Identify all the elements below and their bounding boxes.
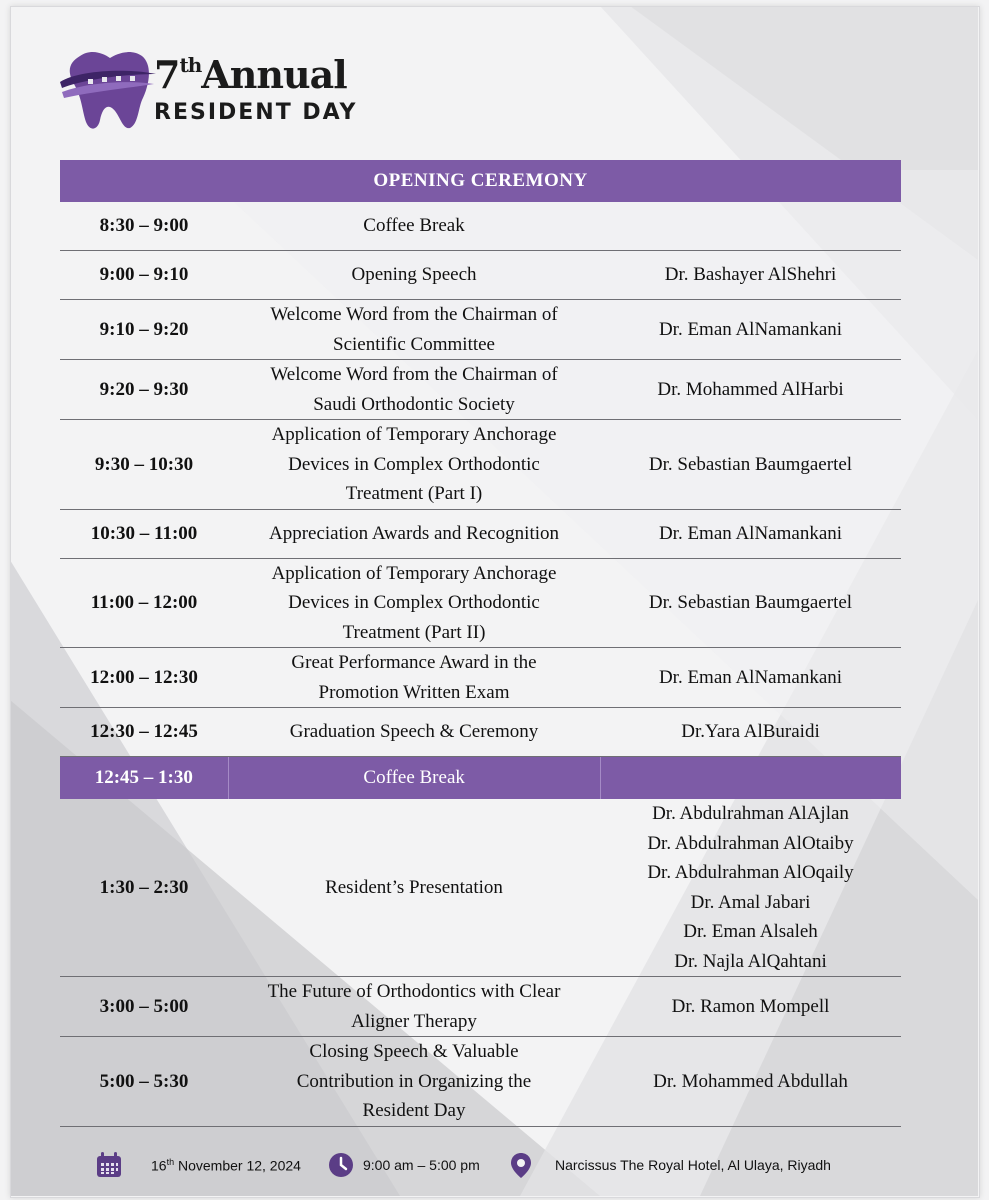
session-title-line: Application of Temporary Anchorage xyxy=(271,562,557,584)
speaker-name: Dr. Mohammed AlHarbi xyxy=(657,378,844,400)
session-title-line: Resident’s Presentation xyxy=(325,876,503,898)
clock-icon xyxy=(327,1151,355,1179)
speaker-name: Dr. Eman AlNamankani xyxy=(658,522,843,544)
session-title-line: Aligner Therapy xyxy=(351,1010,477,1032)
session-title-line: Closing Speech & Valuable xyxy=(309,1041,519,1062)
session-title-line: Treatment (Part I) xyxy=(345,483,483,504)
schedule-row xyxy=(60,648,901,708)
session-title xyxy=(228,251,600,299)
footer-location-text: Narcissus The Royal Hotel, Al Ulaya, Riyadh xyxy=(555,1157,831,1173)
session-title xyxy=(228,510,600,558)
session-title-line: Resident Day xyxy=(362,1100,466,1121)
session-title-line: Welcome Word from the Chairman of xyxy=(270,364,558,385)
speaker-name: Dr. Sebastian Baumgaertel xyxy=(648,592,853,613)
session-speaker xyxy=(600,300,901,359)
speaker-name: Dr.Yara AlBuraidi xyxy=(681,721,820,743)
location-pin-icon xyxy=(507,1151,535,1179)
event-logo xyxy=(58,48,378,132)
session-title xyxy=(228,977,600,1036)
session-title-line: Welcome Word from the Chairman of xyxy=(270,304,558,325)
session-title xyxy=(228,648,600,707)
session-title-line: Contribution in Organizing the xyxy=(296,1070,532,1092)
session-speaker xyxy=(600,708,901,756)
session-title-line: Graduation Speech & Ceremony xyxy=(289,721,539,743)
section-header: OPENING CEREMONY xyxy=(60,160,901,202)
session-time: 12:30 – 12:45 xyxy=(90,721,198,743)
logo-subtitle: RESIDENT DAY xyxy=(154,100,358,125)
speaker-name: Dr. Sebastian Baumgaertel xyxy=(648,453,853,475)
schedule-row xyxy=(60,202,901,251)
session-speaker xyxy=(600,420,901,509)
session-time: 9:20 – 9:30 xyxy=(99,378,189,400)
session-title xyxy=(229,757,601,799)
session-title-line: Appreciation Awards and Recognition xyxy=(268,522,560,544)
schedule-row xyxy=(60,420,901,510)
schedule-row xyxy=(60,708,901,757)
session-title-line: Application of Temporary Anchorage xyxy=(271,424,557,445)
session-time: 1:30 – 2:30 xyxy=(99,876,189,898)
session-time: 9:30 – 10:30 xyxy=(94,453,194,475)
session-title-line: Scientific Committee xyxy=(333,333,495,355)
footer-location xyxy=(507,1140,831,1190)
speaker-name: Dr. Ramon Mompell xyxy=(671,995,830,1017)
speaker-name: Dr. Eman AlNamankani xyxy=(658,666,843,688)
tooth-logo-icon xyxy=(58,48,158,132)
calendar-icon xyxy=(95,1151,123,1179)
session-title xyxy=(228,420,600,509)
session-title xyxy=(228,708,600,756)
session-title-line: Devices in Complex Orthodontic xyxy=(288,592,540,613)
session-time: 9:00 – 9:10 xyxy=(99,264,189,286)
session-speaker xyxy=(600,799,901,976)
footer-time xyxy=(327,1140,480,1190)
session-speaker xyxy=(600,360,901,419)
schedule-row xyxy=(60,799,901,977)
schedule-row xyxy=(60,360,901,420)
session-speaker xyxy=(601,757,901,799)
schedule-table xyxy=(60,160,901,1127)
session-speaker xyxy=(600,1037,901,1126)
session-title-line: Treatment (Part II) xyxy=(342,621,486,643)
session-title xyxy=(228,202,600,250)
footer-date-text: 16th November 12, 2024 xyxy=(151,1156,301,1174)
session-title-line: Promotion Written Exam xyxy=(318,681,510,703)
session-title-line: The Future of Orthodontics with Clear xyxy=(267,981,561,1002)
speaker-name: Dr. Abdulrahman AlOtaiby xyxy=(647,832,854,854)
footer-date xyxy=(95,1140,301,1190)
session-title-line: Coffee Break xyxy=(363,767,465,789)
session-speaker xyxy=(600,251,901,299)
schedule-row xyxy=(60,510,901,559)
session-speaker xyxy=(600,559,901,648)
speaker-name: Dr. Amal Jabari xyxy=(690,891,811,913)
logo-title: 7thAnnual xyxy=(154,52,347,97)
session-time: 8:30 – 9:00 xyxy=(99,215,189,237)
speaker-name: Dr. Eman Alsaleh xyxy=(683,921,818,942)
event-footer xyxy=(95,1140,895,1190)
session-speaker xyxy=(600,648,901,707)
session-time: 10:30 – 11:00 xyxy=(90,522,198,544)
schedule-row xyxy=(60,1037,901,1127)
schedule-row xyxy=(60,251,901,300)
session-title xyxy=(228,1037,600,1126)
speaker-name: Dr. Abdulrahman AlOqaily xyxy=(647,862,854,883)
speaker-name: Dr. Najla AlQahtani xyxy=(674,950,827,972)
session-title xyxy=(228,799,600,976)
session-title-line: Devices in Complex Orthodontic xyxy=(288,453,540,475)
schedule-row-break xyxy=(60,757,901,799)
session-time: 5:00 – 5:30 xyxy=(99,1070,189,1092)
session-title-line: Coffee Break xyxy=(363,215,465,237)
session-title-line: Opening Speech xyxy=(351,264,477,286)
schedule-row xyxy=(60,977,901,1037)
session-time: 12:00 – 12:30 xyxy=(90,666,198,688)
schedule-row xyxy=(60,300,901,360)
session-time: 3:00 – 5:00 xyxy=(99,995,189,1017)
schedule-row xyxy=(60,559,901,649)
session-title-line: Saudi Orthodontic Society xyxy=(313,393,515,415)
session-time: 11:00 – 12:00 xyxy=(90,592,198,613)
session-speaker xyxy=(600,510,901,558)
session-title xyxy=(228,360,600,419)
footer-time-text: 9:00 am – 5:00 pm xyxy=(363,1157,480,1173)
session-speaker xyxy=(600,977,901,1036)
schedule-rows xyxy=(60,202,901,1127)
session-time: 9:10 – 9:20 xyxy=(99,318,189,340)
session-time: 12:45 – 1:30 xyxy=(60,757,229,799)
speaker-name: Dr. Abdulrahman AlAjlan xyxy=(652,803,849,824)
session-speaker xyxy=(600,202,901,250)
speaker-name: Dr. Eman AlNamankani xyxy=(658,318,843,340)
speaker-name: Dr. Bashayer AlShehri xyxy=(664,264,837,286)
speaker-name: Dr. Mohammed Abdullah xyxy=(653,1070,848,1092)
session-title-line: Great Performance Award in the xyxy=(291,652,537,673)
session-title xyxy=(228,559,600,648)
session-title xyxy=(228,300,600,359)
